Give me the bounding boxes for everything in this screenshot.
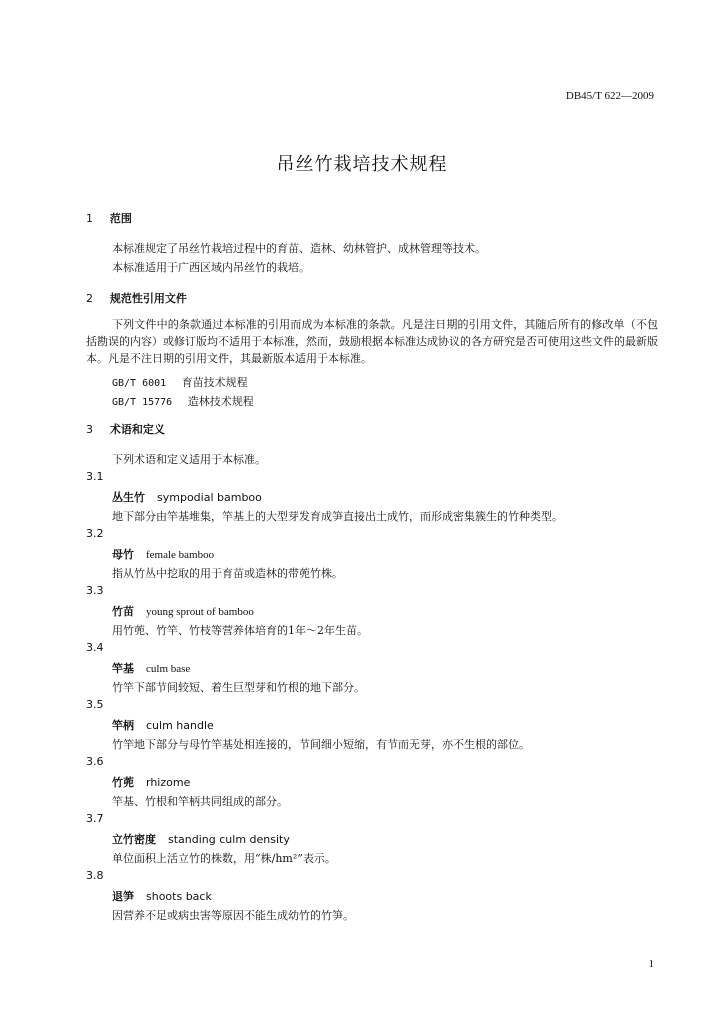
term-zh: 竿柄 xyxy=(112,719,134,732)
term-zh: 母竹 xyxy=(112,548,134,561)
term-en: culm base xyxy=(146,663,191,675)
term-definition: 地下部分由竿基堆集，竿基上的大型芽发育成笋直接出土成竹，而形成密集簇生的竹种类型。 xyxy=(112,510,563,523)
term-definition: 竹竿地下部分与母竹竿基处相连接的，节间细小短缩，有节而无芽，亦不生根的部位。 xyxy=(112,738,530,751)
document-title: 吊丝竹栽培技术规程 xyxy=(276,154,448,175)
term-heading xyxy=(112,774,190,790)
section-title: 规范性引用文件 xyxy=(109,292,187,305)
term-heading xyxy=(112,717,214,733)
term-zh: 竹苗 xyxy=(112,605,134,618)
section-title: 范围 xyxy=(109,212,132,225)
term-zh: 退笋 xyxy=(112,890,134,903)
term-en: young sprout of bamboo xyxy=(146,606,254,618)
page-number: 1 xyxy=(648,958,654,970)
reference-name: 育苗技术规程 xyxy=(181,376,248,389)
term-zh: 丛生竹 xyxy=(112,491,145,504)
term-definition: 竿基、竹根和竿柄共同组成的部分。 xyxy=(112,795,288,808)
paragraph: 下列术语和定义适用于本标准。 xyxy=(112,453,266,466)
paragraph: 下列文件中的条款通过本标准的引用而成为本标准的条款。凡是注日期的引用文件，其随后所有的修改单（不包括勘误的内容）或修订版均不适用于本标准，然而，鼓励根据本标准达成协议的各方研究是否可使用这些文件的最新版本。凡是不注日期的引用文件，其最新版本适用于本标准。 xyxy=(86,318,658,365)
section-3-heading xyxy=(86,421,165,437)
term-heading xyxy=(112,489,262,505)
term-heading xyxy=(112,831,290,847)
term-heading xyxy=(112,660,190,676)
term-en: shoots back xyxy=(146,890,212,903)
term-zh: 竹蔸 xyxy=(112,776,134,789)
section-title: 术语和定义 xyxy=(109,423,165,436)
term-definition: 单位面积上活立竹的株数，用“株/hm²”表示。 xyxy=(112,852,336,865)
term-number: 3.8 xyxy=(86,869,104,882)
paragraph: 本标准适用于广西区域内吊丝竹的栽培。 xyxy=(112,261,310,274)
term-number: 3.5 xyxy=(86,698,104,711)
reference-code: GB/T 6001 xyxy=(112,378,167,389)
section-1-heading xyxy=(86,210,132,226)
term-heading xyxy=(112,888,212,904)
reference-code: GB/T 15776 xyxy=(112,397,173,408)
term-definition: 因营养不足或病虫害等原因不能生成幼竹的竹笋。 xyxy=(112,909,354,922)
section-2-heading xyxy=(86,290,187,306)
term-number: 3.2 xyxy=(86,527,104,540)
term-definition: 竹竿下部节间较短、着生巨型芽和竹根的地下部分。 xyxy=(112,681,365,694)
term-heading xyxy=(112,546,214,562)
term-definition: 指从竹丛中挖取的用于育苗或造林的带蔸竹株。 xyxy=(112,567,343,580)
section-number: 1 xyxy=(86,212,93,225)
term-number: 3.1 xyxy=(86,470,104,483)
section-number: 2 xyxy=(86,292,93,305)
term-number: 3.4 xyxy=(86,641,104,654)
reference-name: 造林技术规程 xyxy=(187,395,254,408)
term-number: 3.6 xyxy=(86,755,104,768)
term-en: standing culm density xyxy=(168,833,290,846)
term-en: sympodial bamboo xyxy=(157,491,262,504)
term-zh: 竿基 xyxy=(112,662,134,675)
reference-item xyxy=(112,374,248,390)
term-definition: 用竹蔸、竹竿、竹枝等营养体培育的1年～2年生苗。 xyxy=(112,624,368,637)
term-heading xyxy=(112,603,254,619)
term-number: 3.7 xyxy=(86,812,104,825)
term-number: 3.3 xyxy=(86,584,104,597)
standard-code: DB45/T 622—2009 xyxy=(565,90,654,102)
term-en: culm handle xyxy=(146,719,214,732)
term-zh: 立竹密度 xyxy=(112,833,156,846)
reference-item xyxy=(112,393,254,409)
term-en: rhizome xyxy=(146,776,191,789)
term-en: female bamboo xyxy=(146,549,215,561)
section-number: 3 xyxy=(86,423,93,436)
paragraph: 本标准规定了吊丝竹栽培过程中的育苗、造林、幼林管护、成林管理等技术。 xyxy=(112,242,486,255)
